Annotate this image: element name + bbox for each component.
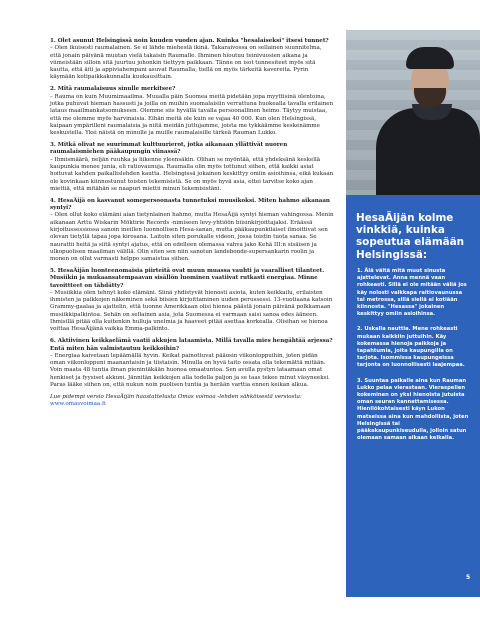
qa-item — [50, 142, 334, 193]
qa-item — [50, 268, 334, 334]
question: 5. HesaÄijän luonteenomaisia piirteitä ovat muun muassa vauhti ja vaaralliset tilanteet. Musiikin ja mukaansatempaavan sisällön luominen vaatiivat rutkasti energiaa. Minne tavoittteet on tähdätty? — [50, 267, 325, 289]
answer: – Energiaa kaivetaan lepäämällä hyvin. Keikat painottuvat pääosin viikonloppuihin, joten pidän oman viikonloppuni maanantaisin ja tiistaisin. Minulla on hyvä taito ossata olla tekemättä mitään. Voin maata 48 tuntia ilman pienintäkään huonoa omaatuntoa. Sen avulla pystyn lataamaan omat henkiset ja fyysiset akkuni. Jännitän keikkojen alla todella paljon ja se taas tekee minut väsyneeksi. Paras lääke siihen on, että nukun noin puolisen tuntia ja herään varttia ennen keikan alkua. — [50, 352, 330, 389]
question: 3. Mitkä olivat ne suurimmat kulttuurierot, jotka aikanaan yllättivät nuoren raumalaismiehen pääkaupungin viinassä? — [50, 142, 288, 156]
question: 4. HesaÄijä on kasvanut somepersoonasta tunnetuksi muusikoksi. Miten hahmo aikanaan syntyi? — [50, 197, 330, 212]
tips-sidebar — [346, 195, 480, 597]
answer: – Olen ollut koko elämäni aian tietynlainen hahmo, mutta HesaÄijä syntyi hieman vahingossa. Menin aikanaan Arttu Wiskarin Möktirie Records -nimiseen levy-yhtiöön biisinkirjoittajaksi. Eräässä kirjoitussessiossa sanoin ineillen luonnollisen Hesa-sanan, mutta pääkaupunkilaiset ilmoittivat sen olevan tietyllä tapaa jopa kirosana. Laitoin siten porukalle videon, jossa toistin tuota sanaa. Se naurattii heitä ja siitä syntyi ajatus, että on edelleen olemassa vahva jako Kehä III:n sisäisen ja ulkopuolisen maailman välillä. Olin siten sen niin sanotun landebonde-supersankarin roolin ja monen on ollut varmasti helppo samaistua siihen. — [50, 212, 334, 263]
answer: – Rauma on kuin Muumimaailma. Muualla päin Suomea meitä pidetään jopa myyttisinä olentoina, jotka puhuvat hieman hassusti ja joilla on muihin suomalaisiin verrattuna huokealla tavalla erilainen lataus maailmankatsomukseen. Olemme siis hyvällä tavalla persoonallinen heimo. Täytyy muistaa, että me olemme myös harvinaisia. Eihän meitä ole kuin se vajaa 40 000. Kun olen Helsingissä, kaipaan ympärilleni raumalaisia ja niitä meidän juttujamme, joista me tykkäämme keskenämme keskustella. Yksi näistä on minulle ja muille raumalaisille tärkeä Rauman Lukko. — [50, 93, 334, 137]
footer-link[interactable]: www.omasvoimaa.fi — [50, 401, 106, 408]
interview-article — [50, 38, 334, 414]
qa-item — [50, 86, 334, 137]
page-number: 5 — [466, 574, 471, 581]
footer-text: Lue pidempi versio HesaÄijän haastattelusta Omas voimaa -lehden sähköisestä versiosta: — [50, 393, 302, 400]
qa-item — [50, 338, 334, 389]
answer: – Olen ikuisesti raumalainen. Se ei lähde miehestä ikinä. Takaraivossa on sellainen suunnitelma, että jonain päivänä muutan vielä takaisin Raumalle. Ihminen hioutuu teinivuosien aikana ja viimeistään silloin sitä juurtuu johonkin tiettyyn paikkaan. Tänne on isot tunnesiteet myös sitä kautta, että äiti ja appiviahempani asuvat Raumalla, tiellä on myös tärkeitä kavereita. Pyrin käymään kotipaikkakunnalla kuukausittain. — [50, 45, 322, 81]
qa-item — [50, 198, 334, 264]
answer: – Ihmismäärä, neljän ruuhka ja liikenne yleensäkin. Olihan se myöntää, että yhdeksänä keskellä kaupunkia menee junia, eli ratiovaunuja. Raumalla olin myös tottunut siihen, että kaikki asiat hoituvat kahden paikallislehden kautta. Helsingissä jokainen keskittyy omiin asioihinsa, eikä kukaan ole kovinkaan kiinnostunut toisten tekemisistä. Se on myös hyvä asia, ettei tarvitse koko ajan miettiä, että mitähän se naapuri miettii minun tekemisistäni. — [50, 156, 334, 192]
portrait-photo — [346, 30, 480, 195]
tip-item: 3. Suuntaa paikalle aina kun Rauman Lukko pelaa vierastaan. Vieraspelien kokeminen on yksi hienoista jutuista oman seuran kannattamisessa. Hienllökohtaisesti käyn Lukon matseissa aina kun mahdollista, joten Helsingissä tai pääkakaupunkiseudulla, jolloin satun olemaan samaan aikaan keikalla. — [357, 377, 469, 442]
question: 6. Aktiivinen keikkaelämä vaatii akkujen lataamista. Millä tavalla mies hengähtää arjessa? Entä miten hän valmistautuu keikkoihin? — [50, 338, 333, 352]
tips-list — [357, 268, 471, 450]
article-footer — [50, 394, 334, 409]
question: 1. Olet asunut Helsingissä noin kuuden vuoden ajan. Kuinka "hesalaiseksi" itsesi tunnet? — [50, 38, 329, 44]
qa-item — [50, 38, 334, 82]
tip-item: 2. Uskalla nauttia. Mene rohkeasti mukaan kaikkiin juttuihin. Käy kokemassa hienoja paikkoja ja tapahtumia, joita kaupungilla on tarjota. Isommissa kaupungeissa tarjonta on luonnollisesti laajempaa. — [357, 326, 465, 369]
answer: – Musiikkia olen tehnyt koko elämäni. Siinä yhdistyvät hienosti asiota, kuten keikkailu, erilaisten ihmisten ja paikkojen näkeminen sekä biisien kirjoittaminen uuden perussessi. 13-vuotiaana katsoin Grammy-gaalaa ja ajattelin, että tuonne Amerikkaan olisi hienoa päästä jonain päivänä polkkamaan musiikkipalkintoa. Sehän on sellainen asia, jota Suomessa ei varmaan saisi sanoa edes ääneen. Ihmisillä pitää olla kuitenkin hulluja unelmia ja haaveet pitää asettaa korkealla. Olisihan se hienoa voittaa HesaÄijänä vaikka Emma-palkinto. — [50, 289, 333, 333]
sidebar-title: HesaÄijän kolme vinkkiä, kuinka sopeutua elämään Helsingissä: — [356, 212, 465, 261]
question: 2. Mitä raumalaisuus sinulle merkitsee? — [50, 86, 176, 93]
tip-item: 1. Älä väitä mitä muut sinusta ajattelevat. Anna mennä vaan rohkeasti. Sillä ei ole mitään väliä jos käy nolosti vaikkapa raitiovaunussa tai metrossa, sillä siellä ei kotiään kiinnosta. "Hesassa" jokainen keskittyy omiin asioihinsa. — [357, 268, 467, 318]
